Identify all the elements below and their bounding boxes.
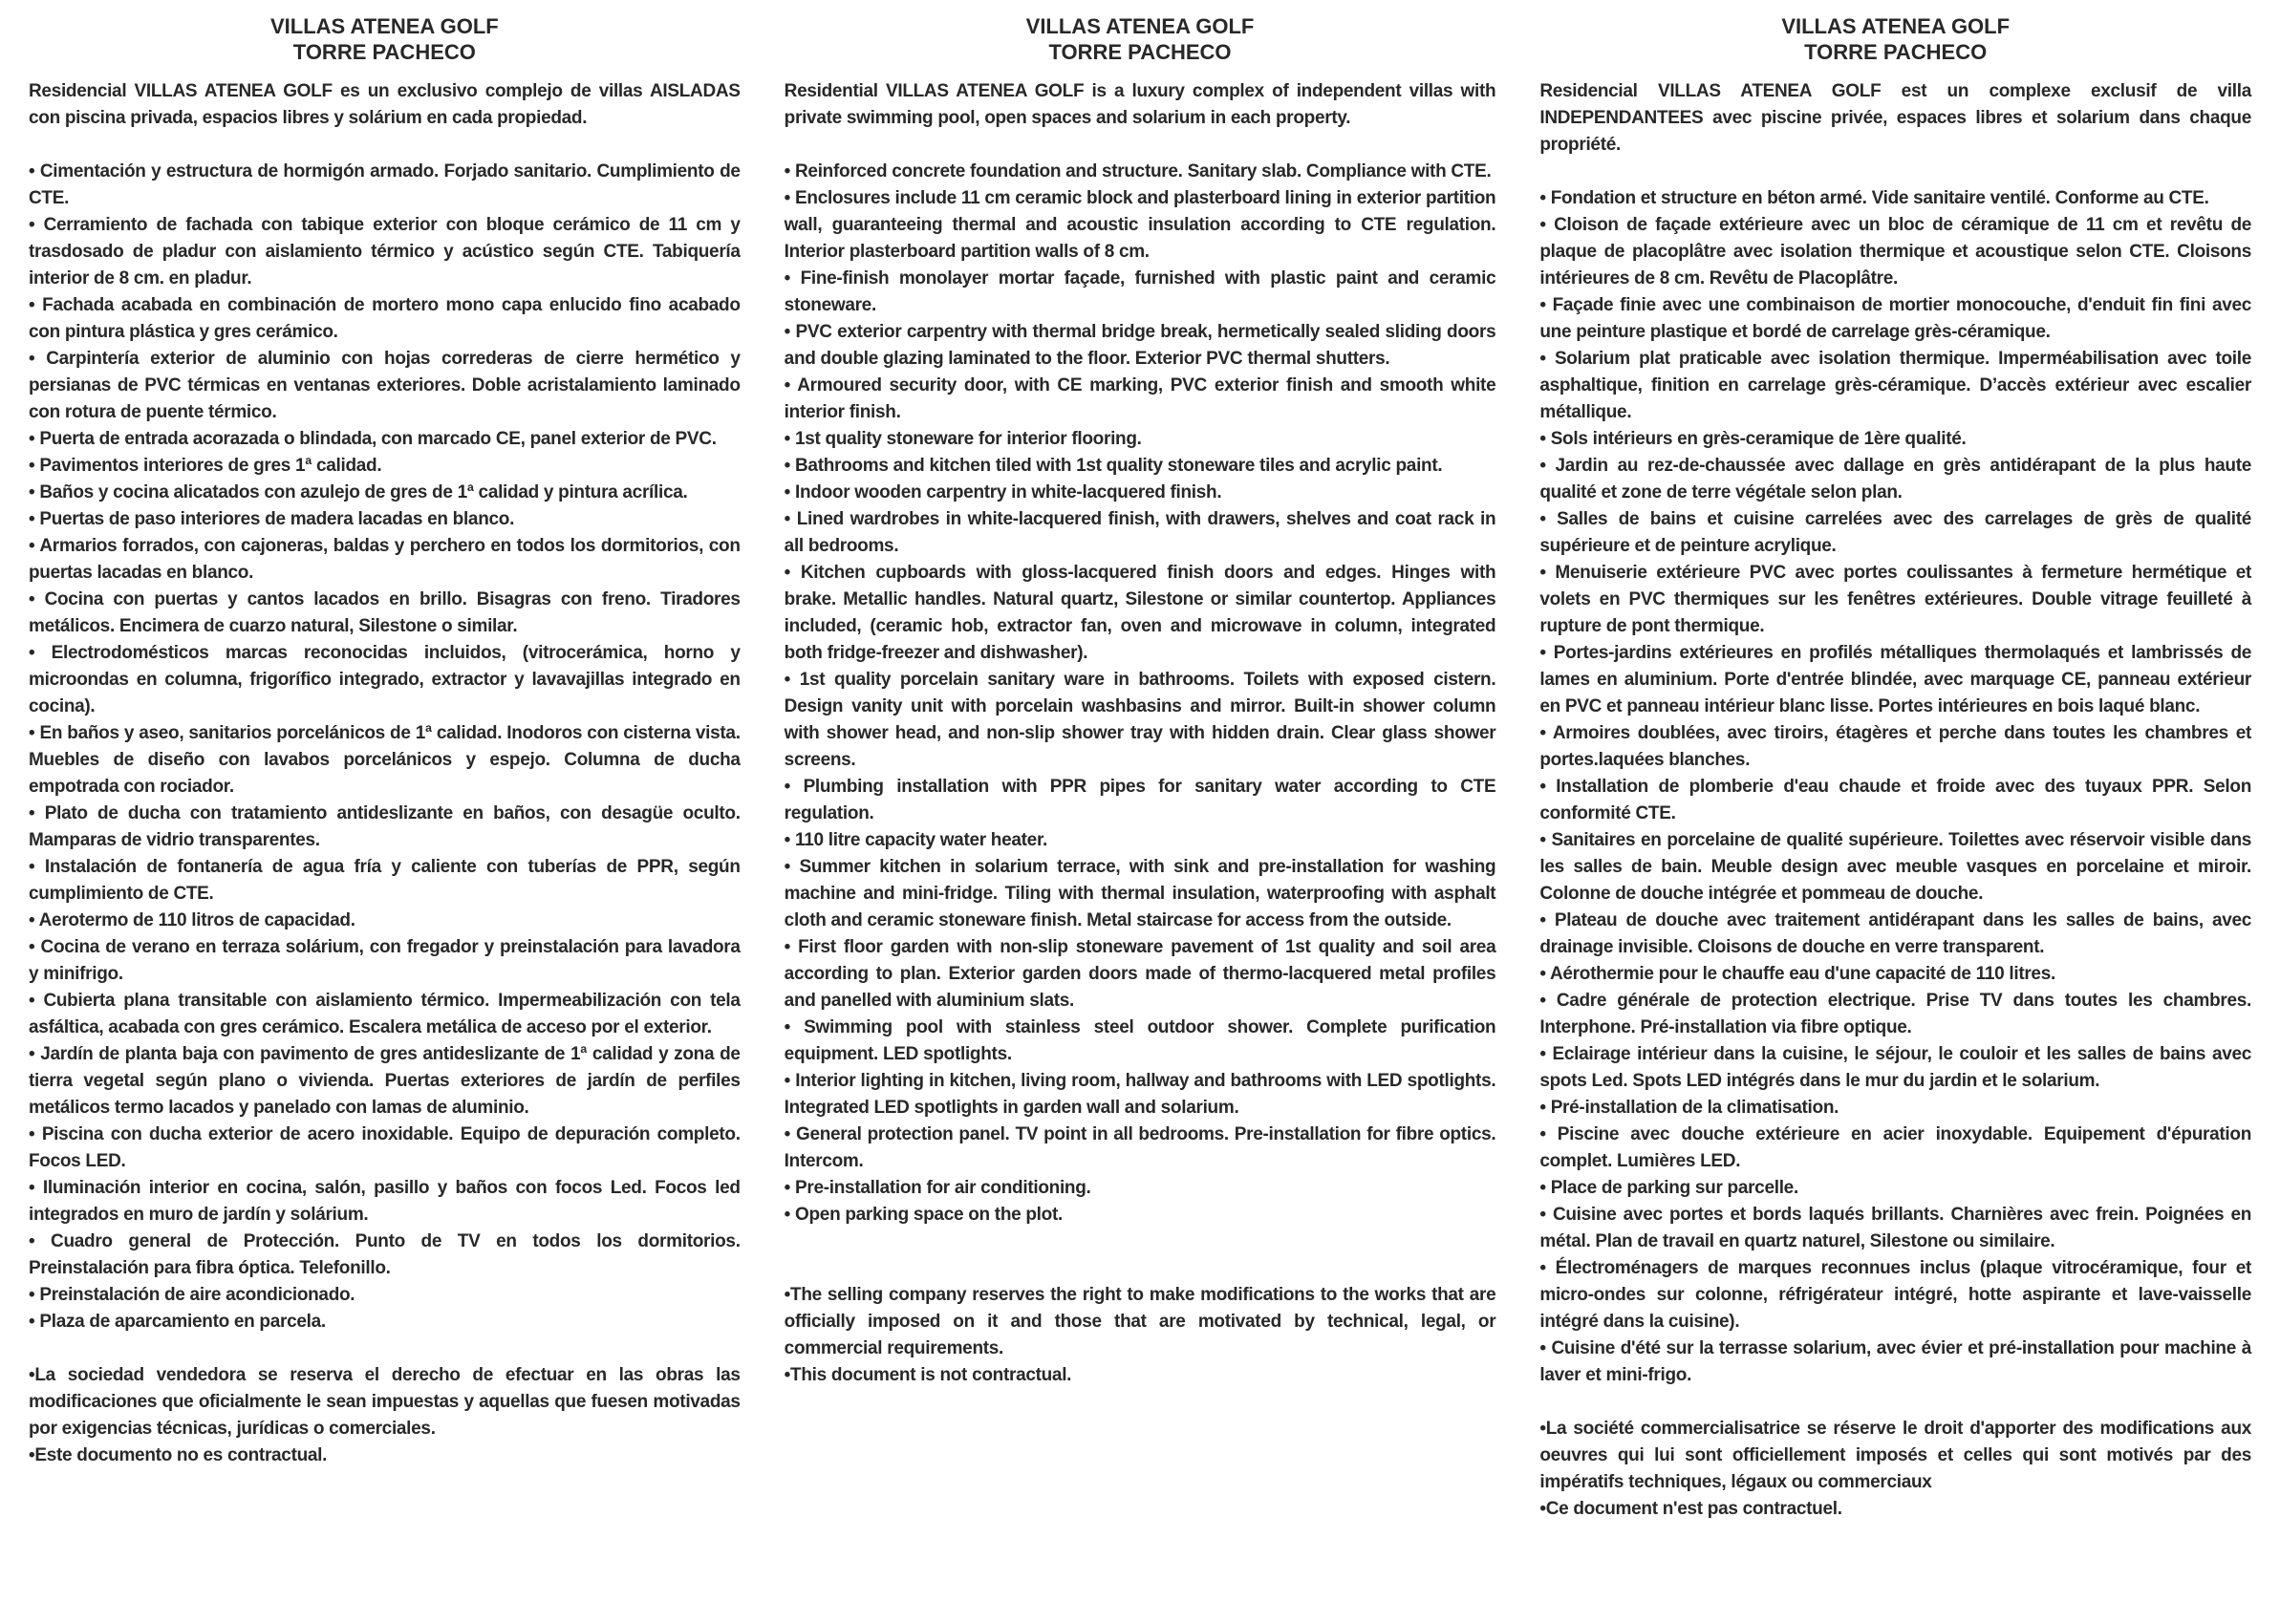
spec-item	[1539, 1202, 2251, 1255]
title-line1: VILLAS ATENEA GOLF	[1781, 14, 2011, 38]
bullet-icon: •	[784, 857, 791, 877]
item-text: Swimming pool with stainless steel outdoor shower. Complete purification equipment. LED spotlights.	[784, 1017, 1496, 1064]
bullet-icon: •	[784, 375, 791, 395]
bullet-icon: •	[29, 991, 35, 1011]
item-text: Electrodomésticos marcas reconocidas incluidos, (vitrocerámica, horno y microondas en columna, frigorífico integrado, extractor y lavavajillas integrado en cocina).	[29, 643, 741, 716]
bullet-icon: •	[784, 456, 791, 476]
item-text: 1st quality stoneware for interior flooring.	[795, 429, 1142, 449]
note-text: The selling company reserves the right to make modifications to the works that are officially imposed on it and those that are motivated by technical, legal, or commercial requirements.	[784, 1285, 1496, 1358]
bullet-icon: •	[29, 1445, 35, 1465]
item-text: 110 litre capacity water heater.	[795, 830, 1047, 850]
item-text: En baños y aseo, sanitarios porcelánicos de 1ª calidad. Inodoros con cisterna vista. Muebles de diseño con lavabos porcelánicos y espejo. Columna de ducha empotrada con rociador.	[29, 723, 741, 797]
spec-item	[29, 1175, 741, 1229]
bullet-icon: •	[784, 563, 791, 583]
bullet-icon: •	[29, 643, 35, 663]
spec-item	[785, 426, 1496, 453]
spec-item	[785, 560, 1496, 667]
item-text: Kitchen cupboards with gloss-lacquered finish doors and edges. Hinges with brake. Metallic handles. Natural quartz, Silestone or similar countertop. Appliances included, (ceramic hob, extractor fan, oven and microwave in column, integrated both fridge-freezer and dishwasher).	[784, 563, 1496, 663]
bullet-icon: •	[1539, 188, 1546, 208]
bullet-icon: •	[784, 322, 791, 342]
spec-item	[1539, 1095, 2251, 1122]
note-text: La sociedad vendedora se reserva el derecho de efectuar en las obras las modificaciones que oficialmente le sean impuestas y aquellas que fuesen motivadas por exigencias técnicas, jurídicas o comerciales.	[29, 1365, 741, 1439]
bullet-icon: •	[29, 429, 35, 449]
item-text: Plumbing installation with PPR pipes for sanitary water according to CTE regulation.	[784, 777, 1496, 823]
bullet-icon: •	[784, 670, 791, 690]
bullet-icon: •	[1539, 1044, 1546, 1064]
spec-list-spanish	[29, 159, 741, 1336]
item-text: General protection panel. TV point in all bedrooms. Pre-installation for fibre optics. Intercom.	[784, 1124, 1496, 1171]
spec-item	[1539, 720, 2251, 774]
note-text: Este documento no es contractual.	[34, 1445, 328, 1465]
title-line2: TORRE PACHECO	[292, 40, 476, 64]
disclaimer-note	[785, 1362, 1496, 1389]
item-text: Instalación de fontanería de agua fría y caliente con tuberías de PPR, según cumplimiento de CTE.	[29, 857, 741, 904]
spec-item	[1539, 1122, 2251, 1175]
spec-item	[785, 319, 1496, 373]
bullet-icon: •	[784, 1124, 791, 1144]
bullet-icon: •	[29, 910, 35, 930]
spec-item	[785, 159, 1496, 185]
disclaimer-note	[1539, 1416, 2251, 1496]
spec-item	[785, 934, 1496, 1015]
item-text: Cubierta plana transitable con aislamiento térmico. Impermeabilización con tela asfáltica, acabada con gres cerámico. Escalera metálica de acceso por el exterior.	[29, 991, 741, 1037]
disclaimer-notes-spanish	[29, 1362, 741, 1469]
spec-item	[29, 720, 741, 801]
spec-item	[785, 1122, 1496, 1175]
bullet-icon: •	[784, 777, 791, 797]
item-text: Puerta de entrada acorazada o blindada, con marcado CE, panel exterior de PVC.	[39, 429, 717, 449]
item-text: Solarium plat praticable avec isolation thermique. Imperméabilisation avec toile asphaltique, finition en carrelage grès-céramique. D’accès extérieur avec escalier métallique.	[1539, 349, 2252, 422]
spec-item	[785, 373, 1496, 426]
bullet-icon: •	[784, 482, 791, 502]
intro-paragraph-english: Residential VILLAS ATENEA GOLF is a luxury complex of independent villas with private swimming pool, open spaces and solarium in each property.	[784, 81, 1496, 128]
spec-item	[29, 1309, 741, 1336]
spec-item	[29, 801, 741, 854]
spec-item	[29, 533, 741, 587]
spec-item	[29, 640, 741, 720]
spec-item	[785, 774, 1496, 827]
spec-item	[29, 1282, 741, 1309]
item-text: Cuadro general de Protección. Punto de TV en todos los dormitorios. Preinstalación para fibra óptica. Telefonillo.	[29, 1231, 741, 1278]
bullet-icon: •	[784, 1017, 791, 1037]
column-title-french	[1539, 13, 2251, 65]
bullet-icon: •	[784, 1365, 791, 1385]
item-text: Sanitaires en porcelaine de qualité supérieure. Toilettes avec réservoir visible dans les salles de bain. Meuble design avec meuble vasques en porcelaine et miroir. Colonne de douche intégrée et pommeau de douche.	[1539, 830, 2252, 904]
item-text: Cloison de façade extérieure avec un bloc de céramique de 11 cm et revêtu de plaque de placoplâtre avec isolation thermique et acoustique selon CTE. Cloisons intérieures de 8 cm. Revêtu de Placoplâtre.	[1539, 215, 2252, 288]
bullet-icon: •	[29, 1231, 35, 1251]
bullet-icon: •	[29, 857, 35, 877]
item-text: Cuisine d'été sur la terrasse solarium, avec évier et pré-installation pour machine à laver et mini-frigo.	[1539, 1338, 2252, 1385]
spec-item	[1539, 774, 2251, 827]
spec-item	[1539, 908, 2251, 961]
bullet-icon: •	[29, 1365, 35, 1385]
spec-item	[785, 453, 1496, 480]
spec-item	[29, 159, 741, 212]
title-line1: VILLAS ATENEA GOLF	[269, 14, 499, 38]
item-text: Baños y cocina alicatados con azulejo de gres de 1ª calidad y pintura acrílica.	[39, 482, 688, 502]
bullet-icon: •	[1539, 991, 1546, 1011]
spec-item	[1539, 1255, 2251, 1336]
item-text: Cuisine avec portes et bords laqués brillants. Charnières avec frein. Poignées en métal. Plan de travail en quartz naturel, Silestone ou similaire.	[1539, 1205, 2252, 1251]
column-title-spanish	[29, 13, 741, 65]
spec-item	[1539, 961, 2251, 988]
spec-item	[29, 1041, 741, 1122]
item-text: Pavimentos interiores de gres 1ª calidad.	[39, 456, 382, 476]
spec-item	[1539, 1041, 2251, 1095]
item-text: Salles de bains et cuisine carrelées avec des carrelages de grès de qualité supérieure et de peinture acrylique.	[1539, 509, 2252, 556]
spec-item	[29, 453, 741, 480]
item-text: Façade finie avec une combinaison de mortier monocouche, d'enduit fin fini avec une peinture plastique et bordé de carrelage grès-céramique.	[1539, 295, 2252, 342]
bullet-icon: •	[784, 1285, 791, 1305]
bullet-icon: •	[29, 295, 35, 315]
item-text: Électroménagers de marques reconnues inclus (plaque vitrocéramique, four et micro-ondes sur colonne, réfrigérateur intégré, hotte aspirante et lave-vaisselle intégré dans la cuisine).	[1539, 1258, 2252, 1332]
spec-item	[785, 185, 1496, 266]
bullet-icon: •	[29, 161, 35, 182]
spec-item	[785, 1175, 1496, 1202]
bullet-icon: •	[1539, 1098, 1546, 1118]
spec-item	[785, 266, 1496, 319]
item-text: 1st quality porcelain sanitary ware in bathrooms. Toilets with exposed cistern. Design vanity unit with porcelain washbasins and mirror. Built-in shower column with shower head, and non-slip shower tray with hidden drain. Clear glass shower screens.	[784, 670, 1496, 770]
bullet-icon: •	[1539, 1178, 1546, 1198]
item-text: Fondation et structure en béton armé. Vide sanitaire ventilé. Conforme au CTE.	[1550, 188, 2209, 208]
title-line2: TORRE PACHECO	[1804, 40, 1988, 64]
bullet-icon: •	[784, 1205, 791, 1225]
spec-item	[29, 506, 741, 533]
spec-item	[785, 1202, 1496, 1229]
item-text: Puertas de paso interiores de madera lacadas en blanco.	[39, 509, 515, 529]
bullet-icon: •	[1539, 830, 1546, 850]
spec-item	[29, 292, 741, 346]
bullet-icon: •	[1539, 456, 1546, 476]
item-text: Armoured security door, with CE marking, PVC exterior finish and smooth white interior finish.	[784, 375, 1496, 422]
title-line1: VILLAS ATENEA GOLF	[1025, 14, 1255, 38]
column-english	[785, 13, 1496, 1523]
bullet-icon: •	[29, 509, 35, 529]
spec-item	[29, 212, 741, 292]
bullet-icon: •	[29, 803, 35, 823]
bullet-icon: •	[1539, 215, 1546, 235]
bullet-icon: •	[29, 456, 35, 476]
bullet-icon: •	[1539, 349, 1546, 369]
bullet-icon: •	[29, 723, 35, 743]
spec-item	[785, 506, 1496, 560]
item-text: Piscine avec douche extérieure en acier inoxydable. Equipement d'épuration complet. Lumières LED.	[1539, 1124, 2252, 1171]
item-text: Cimentación y estructura de hormigón armado. Forjado sanitario. Cumplimiento de CTE.	[29, 161, 741, 208]
item-text: Carpintería exterior de aluminio con hojas correderas de cierre hermético y persianas de PVC térmicas en ventanas exteriores. Doble acristalamiento laminado con rotura de puente térmico.	[29, 349, 741, 422]
bullet-icon: •	[29, 937, 35, 957]
spec-item	[1539, 1336, 2251, 1389]
item-text: Iluminación interior en cocina, salón, pasillo y baños con focos Led. Focos led integrados en muro de jardín y solárium.	[29, 1178, 741, 1225]
bullet-icon: •	[784, 429, 791, 449]
bullet-icon: •	[29, 1044, 35, 1064]
item-text: Aérothermie pour le chauffe eau d'une capacité de 110 litres.	[1549, 964, 2055, 984]
bullet-icon: •	[1539, 964, 1546, 984]
bullet-icon: •	[1539, 1419, 1546, 1439]
bullet-icon: •	[1539, 1205, 1546, 1225]
spec-item	[29, 346, 741, 426]
intro-paragraph-spanish: Residencial VILLAS ATENEA GOLF es un exclusivo complejo de villas AISLADAS con piscina privada, espacios libres y solárium en cada propiedad.	[29, 81, 741, 128]
bullet-icon: •	[1539, 563, 1546, 583]
item-text: Plato de ducha con tratamiento antideslizante en baños, con desagüe oculto. Mamparas de vidrio transparentes.	[29, 803, 741, 850]
spec-item	[29, 908, 741, 934]
item-text: Fachada acabada en combinación de mortero mono capa enlucido fino acabado con pintura plástica y gres cerámico.	[29, 295, 741, 342]
item-text: Preinstalación de aire acondicionado.	[39, 1285, 355, 1305]
bullet-icon: •	[784, 509, 791, 529]
bullet-icon: •	[1539, 509, 1546, 529]
bullet-icon: •	[784, 937, 791, 957]
item-text: Fine-finish monolayer mortar façade, furnished with plastic paint and ceramic stoneware.	[784, 268, 1496, 315]
bullet-icon: •	[1539, 1258, 1546, 1278]
spec-item	[1539, 453, 2251, 506]
item-text: First floor garden with non-slip stoneware pavement of 1st quality and soil area according to plan. Exterior garden doors made of thermo-lacquered metal profiles and panelled with aluminium slats.	[784, 937, 1496, 1011]
spec-item	[1539, 426, 2251, 453]
disclaimer-note	[785, 1282, 1496, 1362]
spec-item	[1539, 988, 2251, 1041]
item-text: Place de parking sur parcelle.	[1550, 1178, 1798, 1198]
item-text: PVC exterior carpentry with thermal bridge break, hermetically sealed sliding doors and double glazing laminated to the floor. Exterior PVC thermal shutters.	[784, 322, 1496, 369]
spec-item	[29, 587, 741, 640]
bullet-icon: •	[1539, 295, 1546, 315]
bullet-icon: •	[1539, 910, 1546, 930]
spec-item	[29, 1229, 741, 1282]
bullet-icon: •	[784, 268, 791, 288]
bullet-icon: •	[29, 536, 35, 556]
intro-paragraph-french: Residencial VILLAS ATENEA GOLF est un complexe exclusif de villa INDEPENDANTEES avec piscine privée, espaces libres et solarium dans chaque propriété.	[1539, 81, 2252, 155]
spec-item	[1539, 212, 2251, 292]
spec-item	[29, 854, 741, 908]
disclaimer-notes-french	[1539, 1416, 2251, 1523]
disclaimer-note	[1539, 1496, 2251, 1523]
item-text: Indoor wooden carpentry in white-lacquered finish.	[795, 482, 1222, 502]
title-line2: TORRE PACHECO	[1048, 40, 1232, 64]
bullet-icon: •	[1539, 777, 1546, 797]
note-text: This document is not contractual.	[790, 1365, 1072, 1385]
item-text: Summer kitchen in solarium terrace, with sink and pre-installation for washing machine and mini-fridge. Tiling with thermal insulation, waterproofing with asphalt cloth and ceramic stoneware finish. Metal staircase for access from the outside.	[784, 857, 1496, 930]
bullet-icon: •	[29, 1178, 35, 1198]
bullet-icon: •	[784, 188, 791, 208]
spec-item	[1539, 506, 2251, 560]
item-text: Jardín de planta baja con pavimento de gres antideslizante de 1ª calidad y zona de tierra vegetal según plano o vivienda. Puertas exteriores de jardín de perfiles metálicos termo lacados y panelado con lamas de aluminio.	[29, 1044, 741, 1118]
spec-item	[1539, 560, 2251, 640]
spec-item	[29, 426, 741, 453]
bullet-icon: •	[1539, 1338, 1546, 1358]
bullet-icon: •	[29, 482, 35, 502]
bullet-icon: •	[1539, 643, 1546, 663]
spec-item	[29, 1122, 741, 1175]
bullet-icon: •	[29, 1124, 35, 1144]
item-text: Jardin au rez-de-chaussée avec dallage en grès antidérapant de la plus haute qualité et zone de terre végétale selon plan.	[1539, 456, 2251, 502]
spec-item	[785, 480, 1496, 506]
item-text: Cocina de verano en terraza solárium, con fregador y preinstalación para lavadora y minifrigo.	[29, 937, 741, 984]
bullet-icon: •	[784, 1178, 791, 1198]
item-text: Armoires doublées, avec tiroirs, étagères et perche dans toutes les chambres et portes.laquées blanches.	[1539, 723, 2252, 770]
item-text: Cerramiento de fachada con tabique exterior con bloque cerámico de 11 cm y trasdosado de pladur con aislamiento térmico y acústico según CTE. Tabiquería interior de 8 cm. en pladur.	[29, 215, 741, 288]
item-text: Sols intérieurs en grès-ceramique de 1ère qualité.	[1550, 429, 1967, 449]
item-text: Eclairage intérieur dans la cuisine, le séjour, le couloir et les salles de bains avec spots Led. Spots LED intégrés dans le mur du jardin et le solarium.	[1539, 1044, 2252, 1091]
spec-item	[29, 988, 741, 1041]
spec-list-french	[1539, 185, 2251, 1389]
note-text: La société commercialisatrice se réserve le droit d'apporter des modifications aux oeuvres qui lui sont officiellement imposés et celles qui sont motivés par des impératifs techniques, légaux ou commerciaux	[1539, 1419, 2252, 1492]
spec-item	[1539, 640, 2251, 720]
item-text: Piscina con ducha exterior de acero inoxidable. Equipo de depuración completo. Focos LED.	[29, 1124, 741, 1171]
bullet-icon: •	[1539, 429, 1546, 449]
item-text: Reinforced concrete foundation and structure. Sanitary slab. Compliance with CTE.	[795, 161, 1492, 182]
item-text: Menuiserie extérieure PVC avec portes coulissantes à fermeture hermétique et volets en PVC thermiques sur les fenêtres extérieures. Double vitrage feuilleté à rupture de pont thermique.	[1539, 563, 2252, 636]
spec-item	[785, 854, 1496, 934]
bullet-icon: •	[29, 349, 35, 369]
spec-item	[1539, 346, 2251, 426]
bullet-icon: •	[1539, 1124, 1546, 1144]
spec-item	[1539, 1175, 2251, 1202]
item-text: Installation de plomberie d'eau chaude et froide avec des tuyaux PPR. Selon conformité CTE.	[1539, 777, 2252, 823]
item-text: Pre-installation for air conditioning.	[795, 1178, 1091, 1198]
item-text: Bathrooms and kitchen tiled with 1st quality stoneware tiles and acrylic paint.	[795, 456, 1443, 476]
spec-item	[29, 480, 741, 506]
item-text: Cocina con puertas y cantos lacados en brillo. Bisagras con freno. Tiradores metálicos. Encimera de cuarzo natural, Silestone o similar.	[29, 589, 741, 636]
item-text: Open parking space on the plot.	[795, 1205, 1063, 1225]
spec-item	[1539, 185, 2251, 212]
item-text: Portes-jardins extérieures en profilés métalliques thermolaqués et lambrissés de lames en aluminium. Porte d'entrée blindée, avec marquage CE, panneau extérieur en PVC et panneau intérieur blanc lisse. Portes intérieures en bois laqué blanc.	[1539, 643, 2252, 716]
column-title-english	[785, 13, 1496, 65]
bullet-icon: •	[784, 830, 791, 850]
spec-item	[785, 827, 1496, 854]
item-text: Enclosures include 11 cm ceramic block and plasterboard lining in exterior partition wall, guaranteeing thermal and acoustic insulation according to CTE regulation. Interior plasterboard partition walls of 8 cm.	[784, 188, 1496, 262]
disclaimer-note	[29, 1442, 741, 1469]
item-text: Plaza de aparcamiento en parcela.	[39, 1312, 326, 1332]
spec-item	[785, 667, 1496, 774]
bullet-icon: •	[1539, 723, 1546, 743]
bullet-icon: •	[29, 1285, 35, 1305]
disclaimer-notes-english	[785, 1282, 1496, 1389]
item-text: Plateau de douche avec traitement antidérapant dans les salles de bains, avec drainage invisible. Cloisons de douche en verre transparent.	[1539, 910, 2252, 957]
column-french	[1539, 13, 2251, 1523]
bullet-icon: •	[29, 215, 35, 235]
bullet-icon: •	[784, 161, 791, 182]
disclaimer-note	[29, 1362, 741, 1442]
spec-item	[785, 1015, 1496, 1068]
spec-item	[1539, 827, 2251, 908]
bullet-icon: •	[1539, 1499, 1546, 1519]
spec-item	[785, 1068, 1496, 1122]
item-text: Cadre générale de protection electrique. Prise TV dans toutes les chambres. Interphone. Pré-installation via fibre optique.	[1539, 991, 2252, 1037]
item-text: Lined wardrobes in white-lacquered finish, with drawers, shelves and coat rack in all bedrooms.	[784, 509, 1496, 556]
spec-list-english	[785, 159, 1496, 1229]
item-text: Aerotermo de 110 litros de capacidad.	[38, 910, 355, 930]
item-text: Armarios forrados, con cajoneras, baldas y perchero en todos los dormitorios, con puertas lacadas en blanco.	[29, 536, 741, 583]
column-spanish	[29, 13, 741, 1523]
item-text: Interior lighting in kitchen, living room, hallway and bathrooms with LED spotlights. Integrated LED spotlights in garden wall and solarium.	[784, 1071, 1496, 1118]
note-text: Ce document n'est pas contractuel.	[1545, 1499, 1842, 1519]
item-text: Pré-installation de la climatisation.	[1550, 1098, 1839, 1118]
bullet-icon: •	[784, 1071, 791, 1091]
spec-item	[29, 934, 741, 988]
bullet-icon: •	[29, 589, 35, 609]
spec-item	[1539, 292, 2251, 346]
bullet-icon: •	[29, 1312, 35, 1332]
